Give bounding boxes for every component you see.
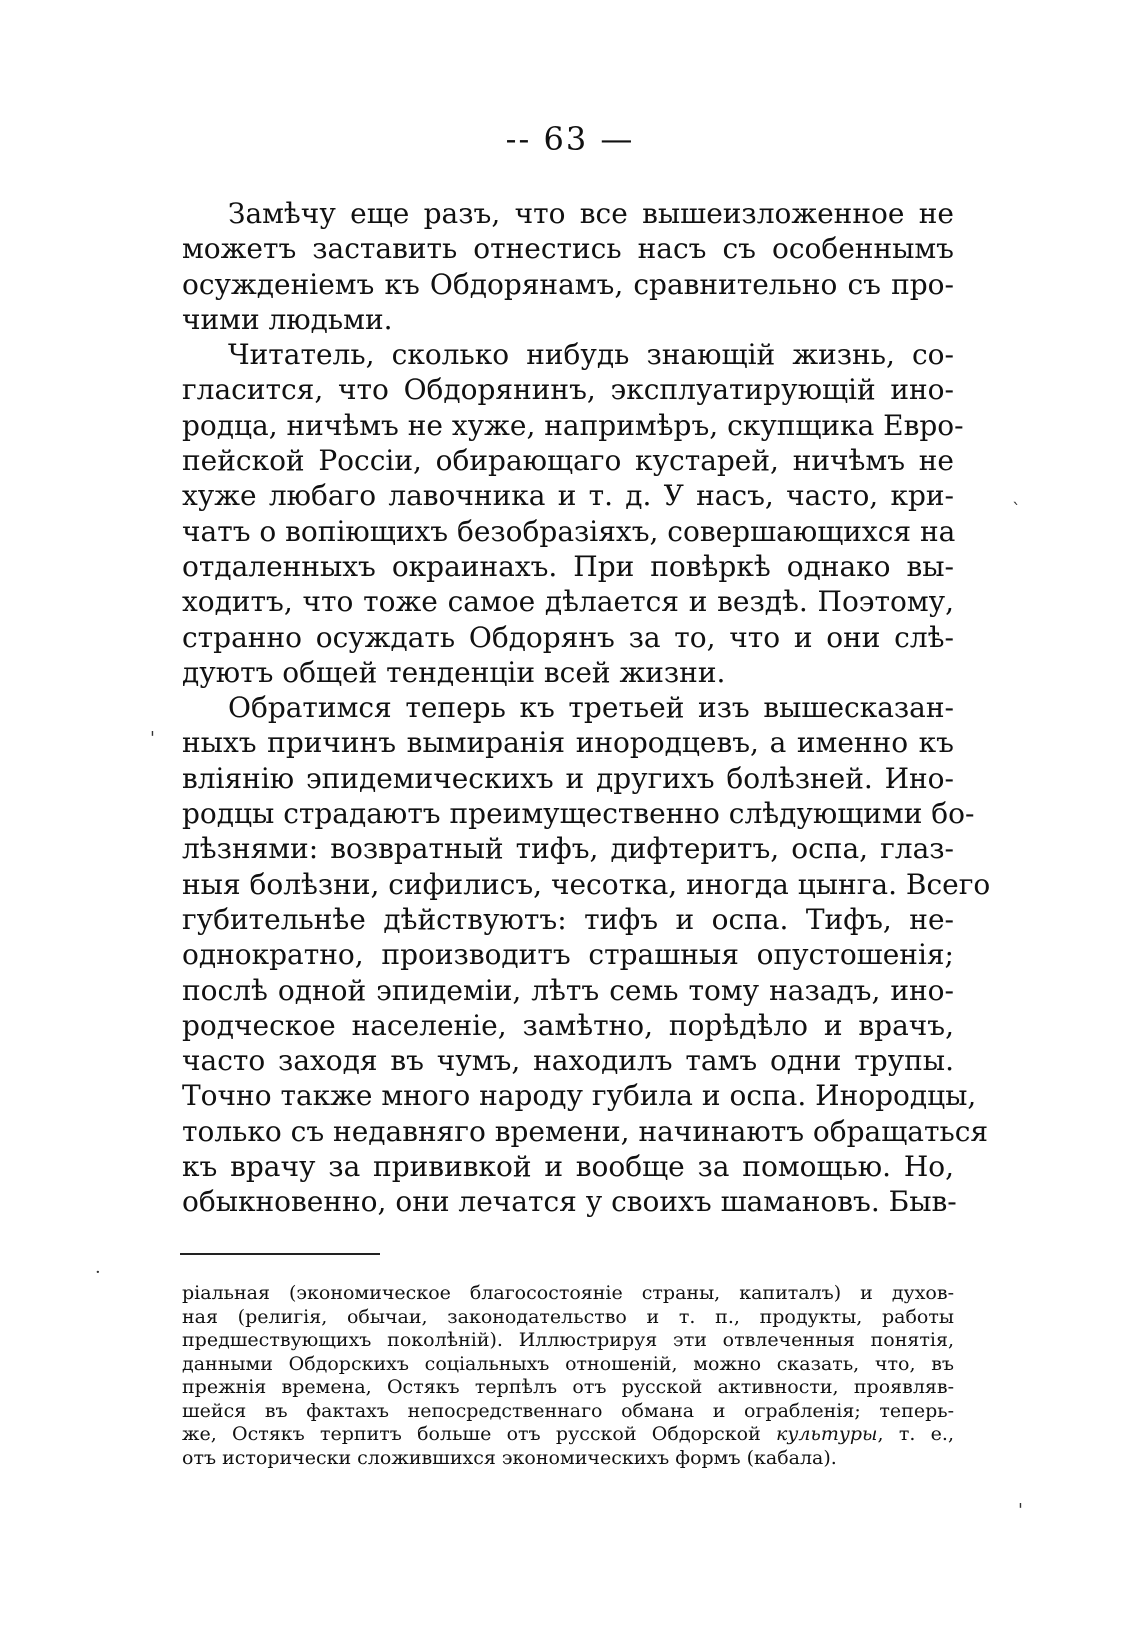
text-line: странно осуждать Обдорянъ за то, что и они слѣ-	[182, 620, 954, 654]
footnote-text: , т. е.,	[877, 1423, 954, 1445]
text-line: ходитъ, что тоже самое дѣлается и вездѣ. Поэтому,	[182, 585, 954, 619]
text-line: отдаленныхъ окраинахъ. При повѣркѣ однако вы-	[182, 549, 954, 583]
footnote-line: данными Обдорскихъ соціальныхъ отношеній, можно сказать, что, въ	[182, 1352, 954, 1375]
text-line: чатъ о вопіющихъ безобразіяхъ, совершающихся на	[182, 514, 956, 548]
text-line: родцы страдаютъ преимущественно слѣдующими бо-	[182, 797, 975, 831]
footnote-italic: культуры	[776, 1423, 878, 1445]
text-line: вліянію эпидемическихъ и другихъ болѣзней. Ино-	[182, 761, 954, 795]
paragraph-3	[182, 690, 991, 1219]
footnote-line: отъ исторически сложившихся экономическихъ формъ (кабала).	[182, 1446, 837, 1469]
text-line: дуютъ общей тенденціи всей жизни.	[182, 655, 726, 689]
text-line: Читатель, сколько нибудь знающій жизнь, со-	[228, 338, 954, 372]
text-line: родческое населеніе, замѣтно, порѣдѣло и врачъ,	[182, 1008, 954, 1042]
footnote-line: предшествующихъ поколѣній). Иллюстрируя эти отвлеченныя понятія,	[182, 1329, 954, 1351]
footnote-line: ная (религія, обычаи, законодательство и т. п., продукты, работы	[182, 1305, 954, 1328]
text-line: часто заходя въ чумъ, находилъ тамъ одни трупы.	[182, 1044, 954, 1078]
footnote-divider	[180, 1253, 380, 1255]
text-line: Замѣчу еще разъ, что все вышеизложенное не	[228, 197, 954, 230]
text-line: къ врачу за прививкой и вообще за помощью. Но,	[182, 1150, 954, 1184]
text-line: осужденіемъ къ Обдорянамъ, сравнительно съ про-	[182, 267, 954, 301]
text-line: родца, ничѣмъ не хуже, напримѣръ, скупщика Евро-	[182, 408, 964, 442]
scan-mark: ·	[95, 1262, 101, 1283]
text-line: послѣ одной эпидеміи, лѣтъ семь тому назадъ, ино-	[182, 973, 954, 1007]
footnote	[182, 1282, 954, 1470]
footnote-line: шейся въ фактахъ непосредственнаго обмана и ограбленія; теперь-	[182, 1399, 954, 1422]
page-number: -- 63 —	[505, 120, 635, 158]
scan-mark: `	[1012, 500, 1021, 521]
paragraph-1	[182, 196, 954, 337]
text-line: ныя болѣзни, сифилисъ, чесотка, иногда цынга. Всего	[182, 867, 991, 901]
footnote-line: ріальная (экономическое благосостояніе страны, капиталъ) и духов-	[182, 1282, 954, 1304]
text-line: Обратимся теперь къ третьей изъ вышесказан-	[228, 691, 954, 725]
text-line: чими людьми.	[182, 302, 393, 336]
footnote-text: же, Остякъ терпитъ больше отъ русской Обдорской	[182, 1423, 777, 1445]
text-line: только съ недавняго времени, начинаютъ обращаться	[182, 1114, 989, 1148]
text-line: однократно, производитъ страшныя опустошенія;	[182, 938, 954, 972]
text-line: хуже любаго лавочника и т. д. У насъ, часто, кри-	[182, 479, 954, 513]
footnote-line	[182, 1423, 954, 1447]
text-line: Точно также много народу губила и оспа. Инородцы,	[182, 1079, 977, 1113]
text-line: лѣзнями: возвратный тифъ, дифтеритъ, оспа, глаз-	[182, 832, 954, 866]
text-line: можетъ заставить отнестись насъ съ особеннымъ	[182, 232, 954, 266]
text-line: обыкновенно, они лечатся у своихъ шамановъ. Быв-	[182, 1185, 957, 1219]
text-line: ныхъ причинъ вымиранія инородцевъ, а именно къ	[182, 726, 954, 760]
text-line: губительнѣе дѣйствуютъ: тифъ и оспа. Тифъ, не-	[182, 902, 954, 936]
scan-mark: '	[1018, 1500, 1023, 1521]
main-text	[182, 196, 991, 1220]
paragraph-2	[182, 337, 964, 690]
scan-mark: '	[150, 728, 155, 749]
text-line: гласится, что Обдорянинъ, эксплуатирующій ино-	[182, 373, 954, 407]
footnote-line: прежнія времена, Остякъ терпѣлъ отъ русской активности, проявляв-	[182, 1376, 954, 1398]
text-line: пейской Россіи, обирающаго кустарей, ничѣмъ не	[182, 444, 954, 478]
